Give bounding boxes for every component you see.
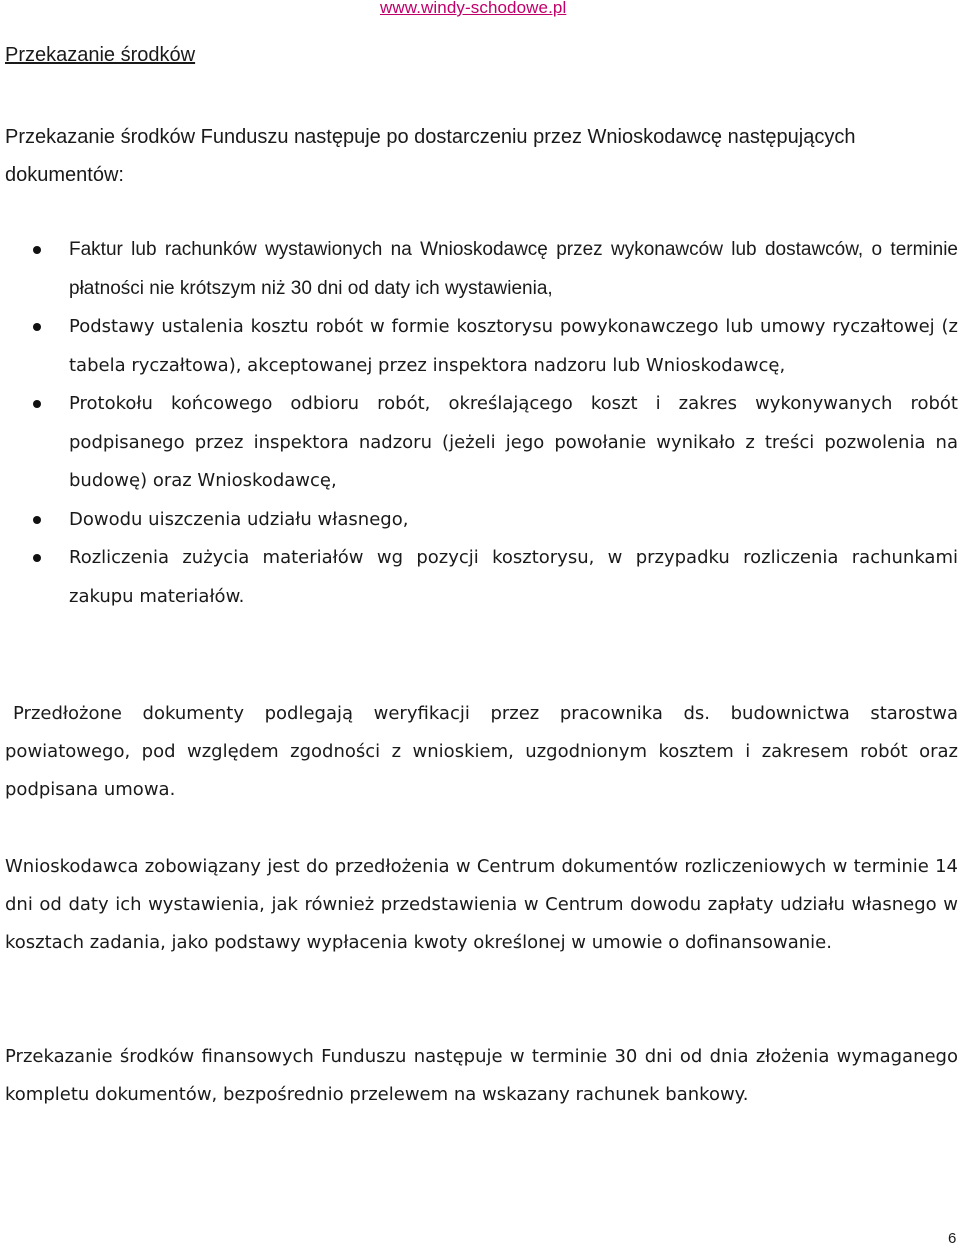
list-item — [0, 231, 958, 308]
document-list — [0, 231, 958, 616]
intro-paragraph: Przekazanie środków Funduszu następuje po dostarczeniu przez Wnioskodawcę następujących dokumentów: — [5, 126, 856, 186]
list-item-text: Rozliczenia zużycia materiałów wg pozycji kosztorysu, w przypadku rozliczenia rachunkami zakupu materiałów. — [69, 547, 958, 607]
bullet-icon — [33, 400, 41, 408]
obligation-paragraph: Wnioskodawca zobowiązany jest do przedłożenia w Centrum dokumentów rozliczeniowych w terminie 14 dni od daty ich wystawienia, jak również przedstawienia w Centrum dowodu zapłaty udziału własnego w kosztach zadania, jako podstawy wypłacenia kwoty określonej w umowie o dofinansowanie. — [5, 856, 958, 953]
list-item — [0, 308, 958, 385]
verification-paragraph: Przedłożone dokumenty podlegają weryfikacji przez pracownika ds. budownictwa starostwa powiatowego, pod względem zgodności z wnioskiem, uzgodnionym kosztem i zakresem robót oraz podpisana umowa. — [5, 703, 958, 800]
page-number: 6 — [948, 1230, 957, 1247]
bullet-icon — [33, 246, 41, 254]
list-item — [0, 385, 958, 501]
list-item-text: Podstawy ustalenia kosztu robót w formie kosztorysu powykonawczego lub umowy ryczałtowej (z tabela ryczałtowa), akceptowanej przez inspektora nadzoru lub Wnioskodawcę, — [69, 316, 958, 376]
list-item — [0, 501, 958, 540]
list-item-text: Protokołu końcowego odbioru robót, określającego koszt i zakres wykonywanych robót podpisanego przez inspektora nadzoru (jeżeli jego powołanie wynikało z treści pozwolenia na budowę) oraz Wnioskodawcę, — [69, 393, 958, 491]
watermark-link[interactable]: www.windy-schodowe.pl — [380, 0, 567, 17]
list-item-text: Faktur lub rachunków wystawionych na Wnioskodawcę przez wykonawców lub dostawców, o terminie płatności nie krótszym niż 30 dni od daty ich wystawienia, — [69, 239, 958, 299]
bullet-icon — [33, 516, 41, 524]
list-item — [0, 539, 958, 616]
bullet-icon — [33, 323, 41, 331]
list-item-text: Dowodu uiszczenia udziału własnego, — [69, 508, 409, 530]
bullet-icon — [33, 554, 41, 562]
section-heading: Przekazanie środków — [5, 44, 196, 66]
transfer-paragraph: Przekazanie środków finansowych Funduszu następuje w terminie 30 dni od dnia złożenia wymaganego kompletu dokumentów, bezpośrednio przelewem na wskazany rachunek bankowy. — [5, 1046, 958, 1105]
